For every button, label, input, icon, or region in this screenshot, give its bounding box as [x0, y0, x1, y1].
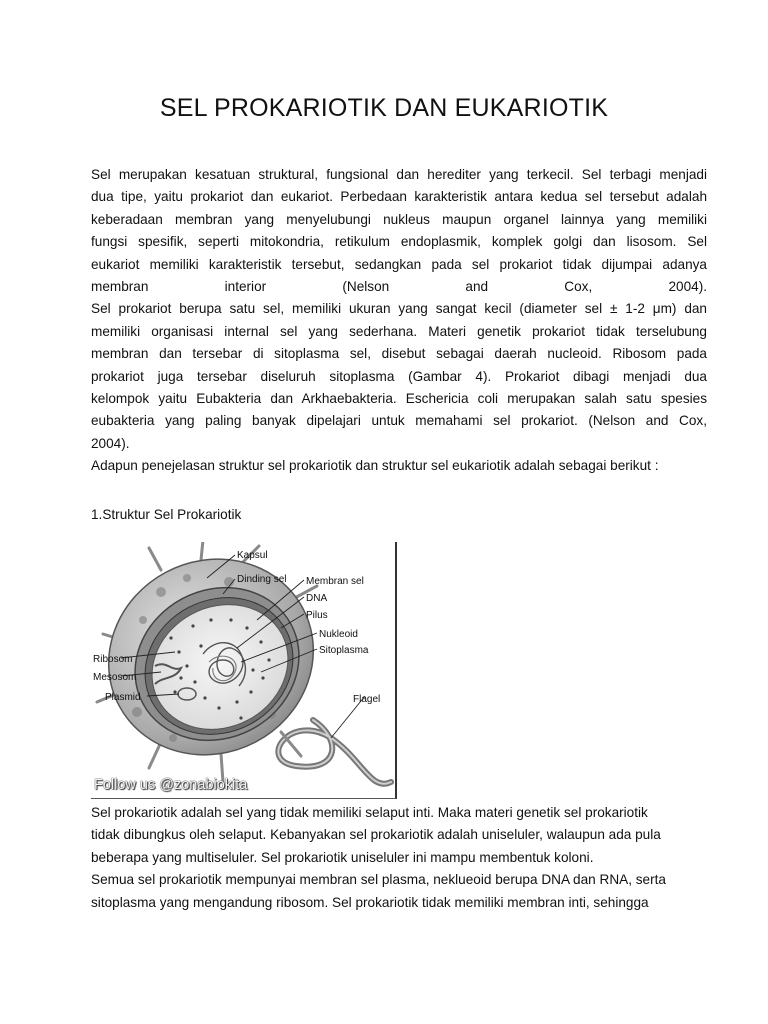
- text-line: dua tipe, yaitu prokariot dan eukariot. Perbedaan karakteristik antara kedua sel tersebut adalah: [91, 189, 707, 205]
- paragraph-adapun: Adapun penejelasan struktur sel prokariotik dan struktur sel eukariotik adalah sebagai berikut :: [91, 458, 659, 474]
- label-membran-sel: Membran sel: [306, 576, 364, 587]
- text-line: 2004).: [91, 435, 130, 451]
- figure-watermark: Follow us @zonabiokita: [94, 777, 248, 793]
- paragraph-prokariotik-detail: [91, 802, 707, 914]
- label-kapsul: Kapsul: [237, 550, 268, 561]
- text-line: fungsi spesifik, seperti mitokondria, retikulum endoplasmik, komplek golgi dan lisosom. Sel: [91, 234, 707, 250]
- label-pilus: Pilus: [306, 610, 328, 621]
- text-line: eubakteria yang paling banyak dipelajari untuk memahami sel prokariot. (Nelson and Cox,: [91, 413, 707, 429]
- label-dna: DNA: [306, 593, 328, 604]
- text-line: sitoplasma yang mengandung ribosom. Sel prokariotik tidak memiliki membran inti, sehingga: [91, 894, 649, 910]
- label-sitoplasma: Sitoplasma: [319, 645, 369, 656]
- text-line: kelompok yaitu Eubakteria dan Arkhaebakteria. Eschericia coli merupakan salah satu spesies: [91, 390, 707, 406]
- label-ribosom: Ribosom: [93, 654, 133, 665]
- label-flagel: Flagel: [353, 694, 381, 705]
- cell-diagram: [91, 542, 395, 798]
- label-nukleoid: Nukleoid: [319, 629, 358, 640]
- text-line: Sel prokariotik adalah sel yang tidak memiliki selaput inti. Maka materi genetik sel prokariotik: [91, 805, 648, 820]
- text-line: eukariot memiliki karakteristik tersebut, sedangkan pada sel prokariot tidak dijumpai adanya: [91, 256, 707, 272]
- section-heading: 1.Struktur Sel Prokariotik: [91, 507, 242, 522]
- page-title: SEL PROKARIOTIK DAN EUKARIOTIK: [159, 94, 609, 122]
- label-dinding-sel: Dinding sel: [237, 574, 287, 585]
- label-plasmid: Plasmid: [105, 692, 141, 703]
- label-mesosom: Mesosom: [93, 672, 137, 683]
- prokaryotic-cell-figure: [91, 542, 397, 799]
- text-line: membran dan tersebar di sitoplasma sel, disebut sebagai daerah nucleoid. Ribosom pada: [91, 346, 707, 362]
- text-line: memiliki organisasi internal sel yang sederhana. Materi genetik prokariot tidak terselubung: [91, 323, 707, 339]
- text-line: membran interior (Nelson and Cox, 2004).: [91, 278, 707, 294]
- text-line: beberapa yang multiseluler. Sel prokariotik uniseluler ini mampu membentuk koloni.: [91, 849, 594, 865]
- text-line: prokariot juga tersebar diseluruh sitoplasma (Gambar 4). Prokariot dibagi menjadi dua: [91, 368, 707, 384]
- paragraph-prokariot: [91, 298, 707, 477]
- text-line: Sel prokariot berupa satu sel, memiliki ukuran yang sangat kecil (diameter sel ± 1-2 μm) dan: [91, 301, 707, 317]
- text-line: keberadaan membran yang menyelubungi nukleus maupun organel lainnya yang memiliki: [91, 211, 707, 227]
- text-line: Sel merupakan kesatuan struktural, fungsional dan herediter yang terkecil. Sel terbagi menjadi: [91, 167, 707, 182]
- paragraph-intro: [91, 164, 707, 298]
- text-line: tidak dibungkus oleh selaput. Kebanyakan sel prokariotik adalah uniseluler, walaupun ada pula: [91, 827, 661, 843]
- flagellum-shape: [278, 720, 391, 784]
- text-line: Semua sel prokariotik mempunyai membran sel plasma, neklueoid berupa DNA dan RNA, serta: [91, 872, 666, 888]
